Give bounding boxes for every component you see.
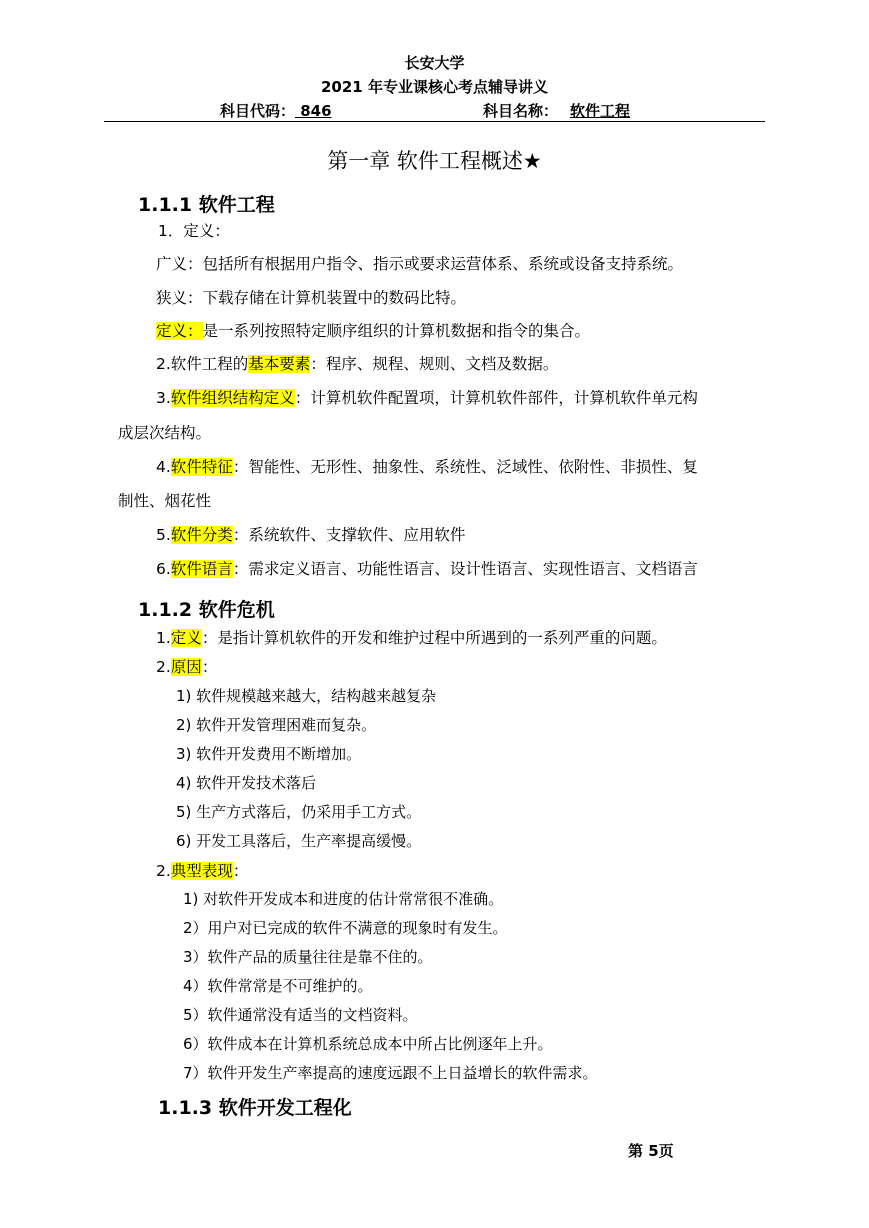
list-item: 3) 软件开发费用不断增加。 (176, 745, 362, 763)
structure-text-cont: 成层次结构。 (118, 424, 212, 442)
list-item: 2）用户对已完成的软件不满意的现象时有发生。 (183, 919, 508, 937)
num: 6. (156, 560, 171, 578)
chapter-title: 第一章 软件工程概述★ (327, 149, 542, 173)
basic-elements-highlight: 基本要素 (248, 355, 311, 373)
colon: ： (232, 862, 249, 880)
code-value: 846 (295, 102, 332, 120)
num: 2.软件工程的 (156, 355, 249, 373)
name-value: 软件工程 (570, 102, 631, 120)
num: 4. (156, 458, 171, 476)
basic-elements-text: ：程序、规程、规则、文档及数据。 (310, 355, 559, 373)
broad-definition: 广义：包括所有根据用户指令、指示或要求运营体系、系统或设备支持系统。 (156, 255, 684, 273)
causes-highlight: 原因 (170, 658, 202, 676)
header-subject (483, 100, 630, 121)
list-item: 3）软件产品的质量往往是靠不住的。 (183, 948, 433, 966)
def-intro: 1．定义： (158, 222, 230, 240)
num: 2. (156, 862, 171, 880)
list-item: 7）软件开发生产率提高的速度远跟不上日益增长的软件需求。 (183, 1064, 598, 1082)
list-item: 6）软件成本在计算机系统总成本中所占比例逐年上升。 (183, 1035, 553, 1053)
colon: ： (201, 658, 218, 676)
code-label: 科目代码： (220, 102, 296, 120)
header-code (220, 100, 332, 121)
classification-text: ：系统软件、支撑软件、应用软件 (232, 526, 466, 544)
name-label: 科目名称： (483, 102, 559, 120)
typical-line (156, 859, 248, 881)
features-text: ：智能性、无形性、抽象性、系统性、泛域性、依附性、非损性、复 (232, 458, 698, 476)
definition-text: 是一系列按照特定顺序组织的计算机数据和指令的集合。 (202, 322, 591, 340)
header-course: 2021 年专业课核心考点辅导讲义 (321, 78, 548, 96)
language-line (156, 557, 698, 579)
list-item: 2) 软件开发管理困难而复杂。 (176, 716, 377, 734)
list-item: 4）软件常常是不可维护的。 (183, 977, 373, 995)
language-highlight: 软件语言 (170, 560, 233, 578)
typical-highlight: 典型表现 (170, 862, 233, 880)
list-item: 4) 软件开发技术落后 (176, 774, 317, 792)
classification-highlight: 软件分类 (170, 526, 233, 544)
crisis-definition-line (156, 626, 667, 648)
features-line (156, 455, 698, 477)
list-item: 5）软件通常没有适当的文档资料。 (183, 1006, 418, 1024)
definition-line (156, 319, 590, 341)
section-heading-1-1-1: 1.1.1 软件工程 (138, 194, 275, 216)
section-heading-1-1-3: 1.1.3 软件开发工程化 (158, 1097, 352, 1119)
basic-elements-line (156, 352, 558, 374)
num: 2. (156, 658, 171, 676)
narrow-definition: 狭义：下载存储在计算机装置中的数码比特。 (156, 289, 467, 307)
page-number: 第 5页 (628, 1142, 674, 1160)
num: 1. (156, 629, 171, 647)
structure-text: ：计算机软件配置项，计算机软件部件，计算机软件单元构 (294, 389, 698, 407)
list-item: 1) 对软件开发成本和进度的估计常常很不准确。 (183, 890, 504, 908)
language-text: ：需求定义语言、功能性语言、设计性语言、实现性语言、文档语言 (232, 560, 698, 578)
crisis-definition-text: ：是指计算机软件的开发和维护过程中所遇到的一系列严重的问题。 (201, 629, 667, 647)
definition-highlight: 定义： (156, 322, 203, 340)
header-university: 长安大学 (404, 54, 465, 72)
header-rule (104, 121, 765, 122)
list-item: 6) 开发工具落后，生产率提高缓慢。 (176, 832, 422, 850)
num: 5. (156, 526, 171, 544)
crisis-definition-highlight: 定义 (170, 629, 202, 647)
num: 3. (156, 389, 171, 407)
classification-line (156, 523, 465, 545)
list-item: 1) 软件规模越来越大，结构越来越复杂 (176, 687, 437, 705)
features-text-cont: 制性、烟花性 (118, 492, 212, 510)
features-highlight: 软件特征 (170, 458, 233, 476)
causes-line (156, 655, 217, 677)
structure-highlight: 软件组织结构定义 (170, 389, 295, 407)
list-item: 5) 生产方式落后，仍采用手工方式。 (176, 803, 422, 821)
section-heading-1-1-2: 1.1.2 软件危机 (138, 599, 275, 621)
structure-line (156, 386, 698, 408)
